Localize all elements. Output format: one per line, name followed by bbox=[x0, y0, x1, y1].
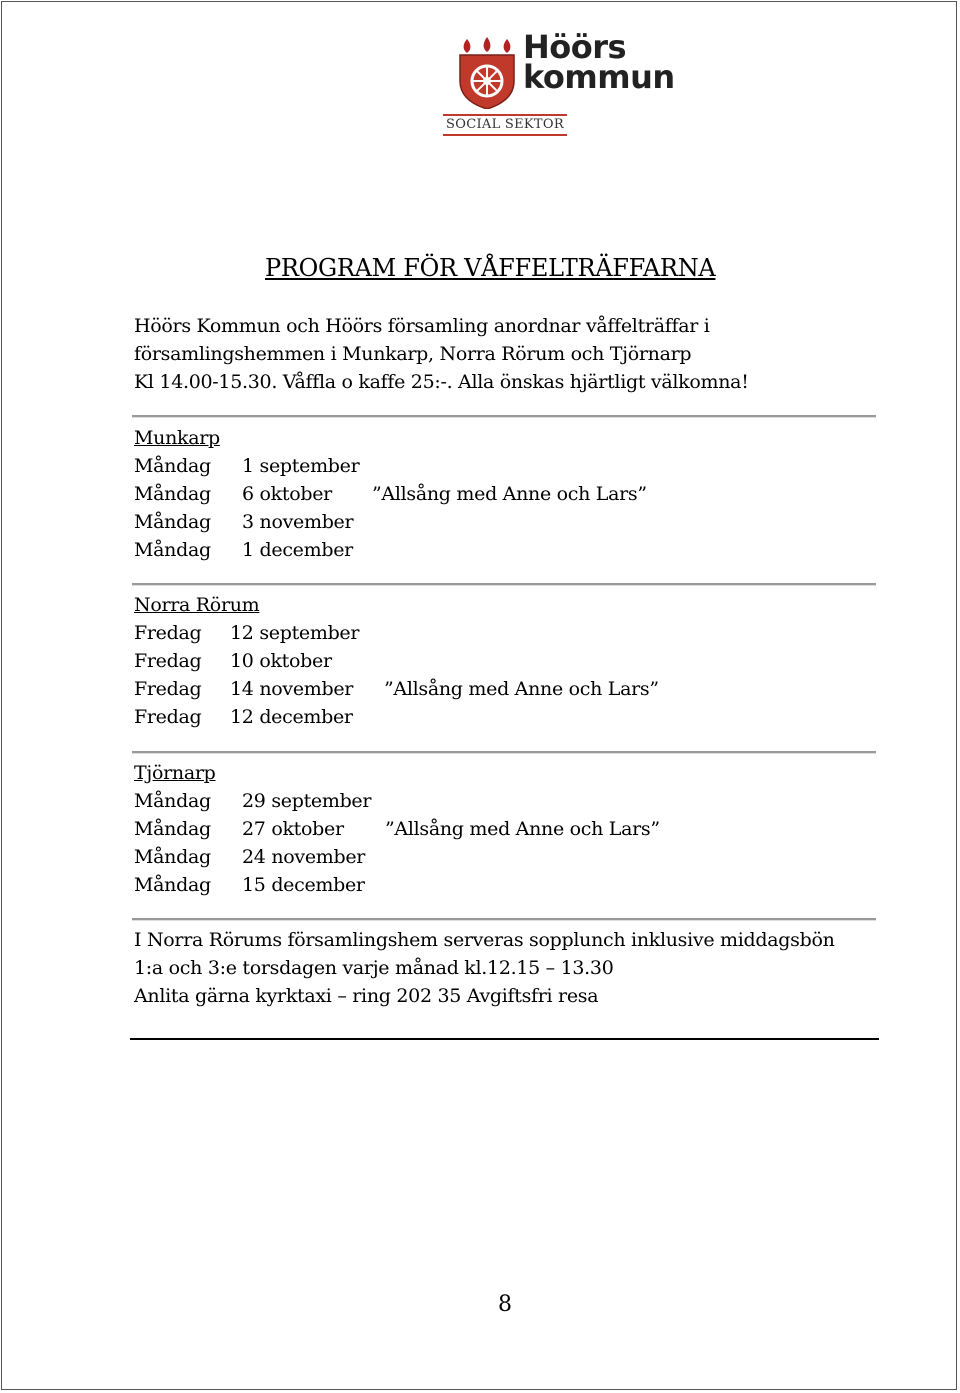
event-date: 27 oktober bbox=[242, 818, 344, 840]
weekday: Fredag bbox=[134, 622, 202, 644]
intro-paragraph bbox=[134, 312, 749, 396]
event-date: 6 oktober bbox=[242, 483, 332, 505]
schedule-row bbox=[134, 480, 647, 508]
weekday: Måndag bbox=[134, 790, 211, 812]
footer-notes bbox=[134, 926, 835, 1010]
schedule-row bbox=[134, 536, 353, 564]
schedule-row bbox=[134, 675, 659, 703]
event-date: 10 oktober bbox=[230, 650, 332, 672]
weekday: Måndag bbox=[134, 539, 211, 561]
schedule-row bbox=[134, 619, 360, 647]
schedule-row bbox=[134, 452, 360, 480]
weekday: Måndag bbox=[134, 511, 211, 533]
event-date: 1 december bbox=[242, 539, 353, 561]
hoor-kommun-logo bbox=[443, 28, 683, 138]
schedule-section-munkarp bbox=[134, 424, 647, 564]
schedule-row bbox=[134, 647, 332, 675]
weekday: Måndag bbox=[134, 483, 211, 505]
event-date: 12 december bbox=[230, 706, 353, 728]
weekday: Fredag bbox=[134, 678, 202, 700]
section-divider bbox=[132, 583, 876, 586]
schedule-section-tjornarp bbox=[134, 759, 660, 899]
schedule-row bbox=[134, 815, 660, 843]
intro-line: Höörs Kommun och Höörs församling anordnar våffelträffar i bbox=[134, 315, 710, 337]
weekday: Fredag bbox=[134, 706, 202, 728]
logo-subtitle: SOCIAL SEKTOR bbox=[443, 114, 567, 136]
weekday: Måndag bbox=[134, 818, 211, 840]
event-date: 12 september bbox=[230, 622, 360, 644]
coat-of-arms-icon bbox=[458, 37, 516, 109]
event-date: 14 november bbox=[230, 678, 354, 700]
logo-wordmark bbox=[523, 28, 675, 96]
intro-line: Kl 14.00-15.30. Våffla o kaffe 25:-. Alla önskas hjärtligt välkomna! bbox=[134, 371, 749, 393]
event-note: ”Allsång med Anne och Lars” bbox=[385, 818, 660, 840]
weekday: Fredag bbox=[134, 650, 202, 672]
schedule-row bbox=[134, 508, 354, 536]
page-number: 8 bbox=[498, 1292, 512, 1317]
event-date: 15 december bbox=[242, 874, 365, 896]
section-heading: Munkarp bbox=[134, 427, 220, 449]
logo-name-line1: Höörs bbox=[523, 28, 627, 66]
schedule-section-norra-rorum bbox=[134, 591, 659, 731]
weekday: Måndag bbox=[134, 874, 211, 896]
footer-line: I Norra Rörums församlingshem serveras sopplunch inklusive middagsbön bbox=[134, 929, 835, 951]
section-divider bbox=[132, 918, 876, 921]
event-date: 29 september bbox=[242, 790, 372, 812]
intro-line: församlingshemmen i Munkarp, Norra Rörum och Tjörnarp bbox=[134, 343, 692, 365]
footer-line: Anlita gärna kyrktaxi – ring 202 35 Avgiftsfri resa bbox=[134, 985, 599, 1007]
event-date: 24 november bbox=[242, 846, 366, 868]
schedule-row bbox=[134, 843, 366, 871]
event-date: 1 september bbox=[242, 455, 360, 477]
event-date: 3 november bbox=[242, 511, 354, 533]
event-note: ”Allsång med Anne och Lars” bbox=[372, 483, 647, 505]
section-divider bbox=[132, 751, 876, 754]
weekday: Måndag bbox=[134, 455, 211, 477]
section-divider bbox=[132, 415, 876, 418]
footer-rule bbox=[130, 1038, 879, 1040]
footer-line: 1:a och 3:e torsdagen varje månad kl.12.15 – 13.30 bbox=[134, 957, 614, 979]
schedule-row bbox=[134, 787, 372, 815]
schedule-row bbox=[134, 871, 365, 899]
schedule-row bbox=[134, 703, 353, 731]
event-note: ”Allsång med Anne och Lars” bbox=[384, 678, 659, 700]
section-heading: Norra Rörum bbox=[134, 594, 260, 616]
logo-name-line2: kommun bbox=[523, 58, 675, 96]
weekday: Måndag bbox=[134, 846, 211, 868]
page-title: PROGRAM FÖR VÅFFELTRÄFFARNA bbox=[265, 254, 716, 282]
section-heading: Tjörnarp bbox=[134, 762, 216, 784]
